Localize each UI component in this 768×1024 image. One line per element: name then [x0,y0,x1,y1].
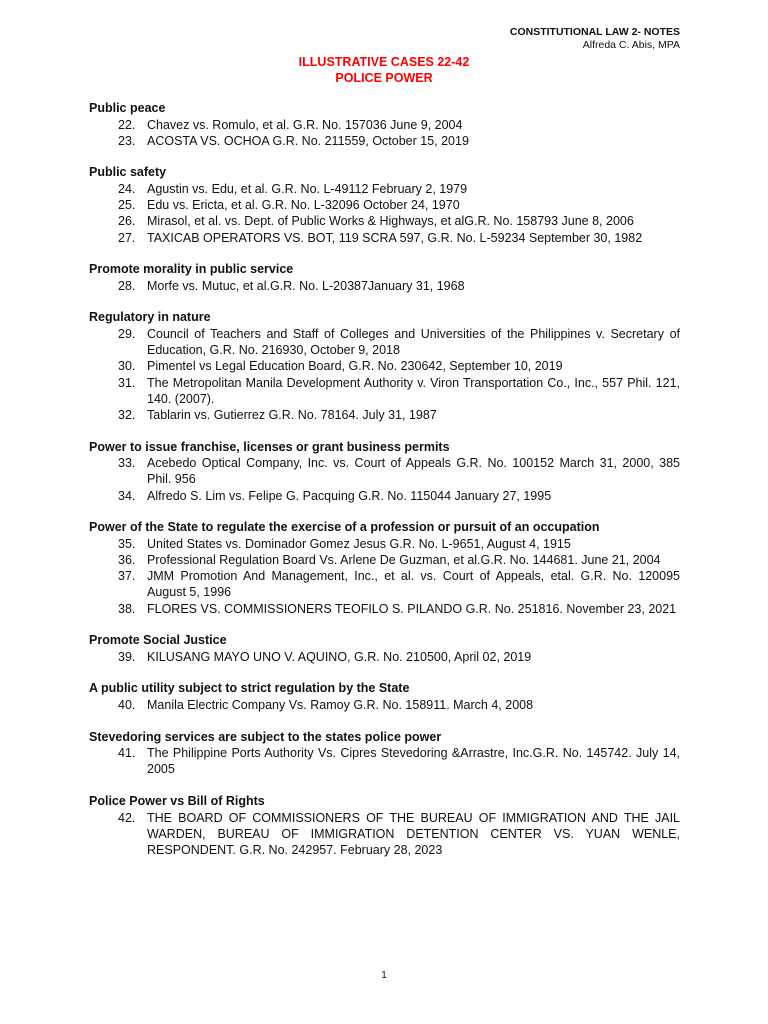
case-item [89,810,680,859]
case-section [89,101,680,149]
case-item [89,326,680,358]
case-citation: JMM Promotion And Management, Inc., et al. vs. Court of Appeals, etal. G.R. No. 120095 August 5, 1996 [147,569,680,600]
course-title: CONSTITUTIONAL LAW 2- NOTES [509,26,680,38]
section-heading: Public safety [89,165,167,180]
case-item [89,745,680,777]
case-number: 38. [118,601,136,616]
case-section [89,165,680,245]
case-citation: United States vs. Dominador Gomez Jesus G.R. No. L-9651, August 4, 1915 [147,536,571,551]
case-number: 30. [118,359,136,374]
case-list [89,326,680,423]
case-item [89,488,680,504]
case-citation: Agustin vs. Edu, et al. G.R. No. L-49112 February 2, 1979 [147,181,468,196]
case-list [89,536,680,617]
case-number: 36. [118,552,136,567]
section-heading: Regulatory in nature [89,310,211,325]
section-heading: Promote morality in public service [89,262,294,277]
case-section [89,730,680,778]
case-item [89,697,680,713]
section-heading: Stevedoring services are subject to the states police power [89,729,442,744]
case-number: 25. [118,198,136,213]
case-item [89,536,680,552]
title-line-2: POLICE POWER [335,71,433,85]
section-heading: Promote Social Justice [89,633,227,648]
case-number: 26. [118,214,136,229]
case-item [89,278,680,294]
case-list [89,810,680,859]
case-citation: Council of Teachers and Staff of Colleges and Universities of the Philippines v. Secretary of Education, G.R. No. 216930, October 9, 2018 [147,326,680,358]
case-item [89,117,680,133]
section-heading: Power of the State to regulate the exercise of a profession or pursuit of an occupation [89,520,600,535]
case-list [89,745,680,777]
case-section [89,633,680,665]
case-citation: THE BOARD OF COMMISSIONERS OF THE BUREAU OF IMMIGRATION AND THE JAIL WARDEN, BUREAU OF IMMIGRATION DETENTION CENTER VS. YUAN WENLE, RESPONDENT. G.R. No. 242957. February 28, 2023 [147,810,680,857]
case-number: 29. [118,326,136,341]
case-list [89,649,680,665]
case-number: 23. [118,133,136,148]
case-number: 35. [118,536,136,551]
document-title [0,54,768,86]
case-citation: Professional Regulation Board Vs. Arlene De Guzman, et al.G.R. No. 144681. June 21, 2004 [147,552,661,567]
case-citation: Chavez vs. Romulo, et al. G.R. No. 157036 June 9, 2004 [147,117,463,132]
case-citation: Morfe vs. Mutuc, et al.G.R. No. L-20387January 31, 1968 [147,278,465,293]
case-section [89,310,680,423]
case-number: 28. [118,278,136,293]
case-number: 37. [118,569,136,584]
case-item [89,552,680,568]
case-citation: Mirasol, et al. vs. Dept. of Public Works & Highways, et alG.R. No. 158793 June 8, 2006 [147,214,634,229]
case-number: 24. [118,181,136,196]
section-heading: Power to issue franchise, licenses or grant business permits [89,439,450,454]
case-item [89,133,680,149]
case-sections [89,101,680,875]
case-number: 31. [118,375,136,390]
case-section [89,681,680,713]
case-item [89,455,680,487]
case-number: 33. [118,456,136,471]
case-citation: TAXICAB OPERATORS VS. BOT, 119 SCRA 597, G.R. No. L-59234 September 30, 1982 [147,230,643,245]
case-citation: ACOSTA VS. OCHOA G.R. No. 211559, October 15, 2019 [147,133,469,148]
document-header [510,26,680,52]
case-citation: KILUSANG MAYO UNO V. AQUINO, G.R. No. 210500, April 02, 2019 [147,649,532,664]
case-section [89,262,680,294]
case-list [89,117,680,149]
case-section [89,440,680,504]
case-citation: Pimentel vs Legal Education Board, G.R. No. 230642, September 10, 2019 [147,359,563,374]
case-number: 40. [118,697,136,712]
case-item [89,568,680,600]
section-heading: A public utility subject to strict regulation by the State [89,681,410,696]
case-citation: FLORES VS. COMMISSIONERS TEOFILO S. PILANDO G.R. No. 251816. November 23, 2021 [147,601,677,616]
author-name: Alfreda C. Abis, MPA [582,39,680,51]
case-list [89,181,680,246]
case-citation: Edu vs. Ericta, et al. G.R. No. L-32096 October 24, 1970 [147,198,460,213]
case-section [89,520,680,617]
case-list [89,455,680,504]
case-number: 42. [118,810,136,825]
page-number: 1 [381,970,387,981]
section-heading: Public peace [89,101,166,115]
case-section [89,794,680,858]
case-number: 41. [118,746,136,761]
case-item [89,230,680,246]
case-list [89,697,680,713]
case-number: 39. [118,649,136,664]
case-item [89,649,680,665]
case-number: 32. [118,407,136,422]
case-list [89,278,680,294]
case-number: 27. [118,230,136,245]
case-item [89,407,680,423]
case-item [89,197,680,213]
title-line-1: ILLUSTRATIVE CASES 22-42 [298,55,470,69]
case-citation: Manila Electric Company Vs. Ramoy G.R. No. 158911. March 4, 2008 [147,697,534,712]
case-citation: Acebedo Optical Company, Inc. vs. Court of Appeals G.R. No. 100152 March 31, 2000, 385 Phil. 956 [147,456,680,487]
case-item [89,375,680,407]
case-citation: The Metropolitan Manila Development Authority v. Viron Transportation Co., Inc., 557 Phil. 121, 140. (2007). [147,375,680,406]
case-item [89,358,680,374]
section-heading: Police Power vs Bill of Rights [89,794,265,809]
case-citation: Alfredo S. Lim vs. Felipe G. Pacquing G.R. No. 115044 January 27, 1995 [147,488,552,503]
case-citation: Tablarin vs. Gutierrez G.R. No. 78164. July 31, 1987 [147,407,437,422]
case-item [89,601,680,617]
case-citation: The Philippine Ports Authority Vs. Cipres Stevedoring &Arrastre, Inc.G.R. No. 145742. July 14, 2005 [147,746,680,777]
case-number: 22. [118,117,136,132]
case-item [89,181,680,197]
case-number: 34. [118,488,136,503]
case-item [89,213,680,229]
